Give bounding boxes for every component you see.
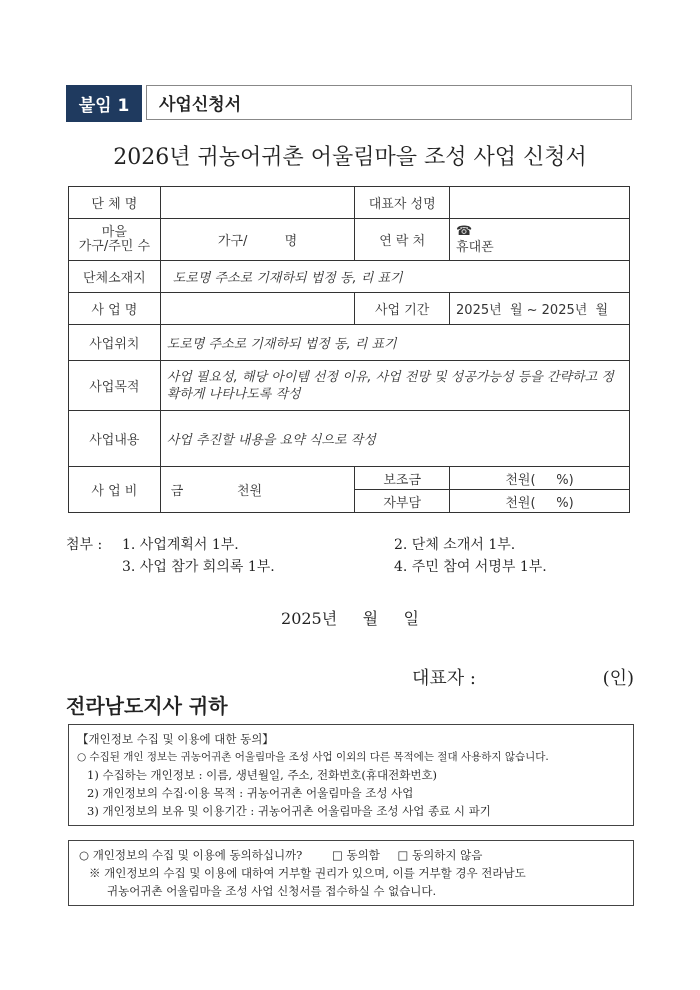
consent-box — [68, 840, 634, 906]
document-title: 2026년 귀농어귀촌 어울림마을 조성 사업 신청서 — [113, 145, 587, 170]
budget-total-field[interactable]: 금 천원 — [160, 467, 355, 513]
consent-note-2: 귀농어귀촌 어울림마을 조성 사업 신청서를 접수하실 수 없습니다. — [107, 884, 437, 898]
privacy-item-2: 2) 개인정보의 수집·이용 목적 : 귀농어귀촌 어울림마을 조성 사업 — [87, 786, 414, 800]
attachment-item-1: 1. 사업계획서 1부. — [122, 537, 239, 553]
content-label: 사업내용 — [69, 411, 161, 467]
privacy-item-1: 1) 수집하는 개인정보 : 이름, 생년월일, 주소, 전화번호(휴대전화번호) — [87, 768, 438, 782]
self-funding-label: 자부담 — [355, 490, 450, 513]
address-field[interactable]: 도로명 주소로 기재하되 법정 동, 리 표기 — [160, 261, 629, 293]
self-funding-field[interactable]: 천원( %) — [450, 490, 630, 513]
org-name-label: 단 체 명 — [69, 187, 161, 219]
org-name-field[interactable] — [160, 187, 355, 219]
privacy-notice — [68, 724, 634, 826]
purpose-label: 사업목적 — [69, 361, 161, 411]
content-field[interactable]: 사업 추진할 내용을 요약 식으로 작성 — [160, 411, 629, 467]
rep-name-field[interactable] — [450, 187, 630, 219]
budget-label: 사 업 비 — [69, 467, 161, 513]
privacy-title: 【개인정보 수집 및 이용에 대한 동의】 — [77, 732, 274, 746]
period-field[interactable]: 2025년 월 ~ 2025년 월 — [450, 293, 630, 325]
attachment-item-3: 3. 사업 참가 회의록 1부. — [122, 559, 275, 575]
representative-signature — [412, 664, 634, 690]
attachment-item-4: 4. 주민 참여 서명부 1부. — [394, 559, 547, 575]
consent-note-1: ※ 개인정보의 수집 및 이용에 대하여 거부할 권리가 있으며, 이를 거부할 경우 전라남도 — [89, 866, 526, 880]
attachment-tag: 붙임 1 — [66, 85, 142, 122]
households-label: 마을 가구/주민 수 — [69, 219, 161, 261]
addressee: 전라남도지사 귀하 — [66, 694, 228, 718]
attachment-item-2: 2. 단체 소개서 1부. — [394, 537, 516, 553]
address-label: 단체소재지 — [69, 261, 161, 293]
application-date: 2025년 월 일 — [281, 609, 419, 628]
phone-icon: ☎ — [456, 223, 473, 239]
households-field[interactable]: 가구/ 명 — [160, 219, 355, 261]
attachment-title: 사업신청서 — [146, 85, 632, 120]
location-field[interactable]: 도로명 주소로 기재하되 법정 동, 리 표기 — [160, 325, 629, 361]
application-form — [68, 186, 630, 513]
attachments — [66, 534, 547, 578]
location-label: 사업위치 — [69, 325, 161, 361]
privacy-item-3: 3) 개인정보의 보유 및 이용기간 : 귀농어귀촌 어울림마을 조성 사업 종료 시 파기 — [87, 804, 491, 818]
purpose-field[interactable]: 사업 필요성, 해당 아이템 선정 이유, 사업 전망 및 성공가능성 등을 간략하고 정확하게 나타나도록 작성 — [160, 361, 629, 411]
consent-question: ○ 개인정보의 수집 및 이용에 동의하십니까? — [79, 848, 303, 862]
contact-label: 연 락 처 — [355, 219, 450, 261]
subsidy-field[interactable]: 천원( %) — [450, 467, 630, 490]
attachments-label: 첨부 : — [66, 537, 103, 553]
consent-agree-checkbox[interactable]: □ 동의함 — [332, 848, 380, 862]
project-name-label: 사 업 명 — [69, 293, 161, 325]
seal-mark: (인) — [602, 668, 634, 689]
contact-field[interactable]: ☎ 휴대폰 — [450, 219, 630, 261]
project-name-field[interactable] — [160, 293, 355, 325]
subsidy-label: 보조금 — [355, 467, 450, 490]
rep-name-label: 대표자 성명 — [355, 187, 450, 219]
period-label: 사업 기간 — [355, 293, 450, 325]
consent-disagree-checkbox[interactable]: □ 동의하지 않음 — [397, 848, 483, 862]
representative-label: 대표자 : — [412, 668, 476, 689]
privacy-statement: ○ 수집된 개인 정보는 귀농어귀촌 어울림마을 조성 사업 이외의 다른 목적에는 절대 사용하지 않습니다. — [77, 751, 549, 763]
